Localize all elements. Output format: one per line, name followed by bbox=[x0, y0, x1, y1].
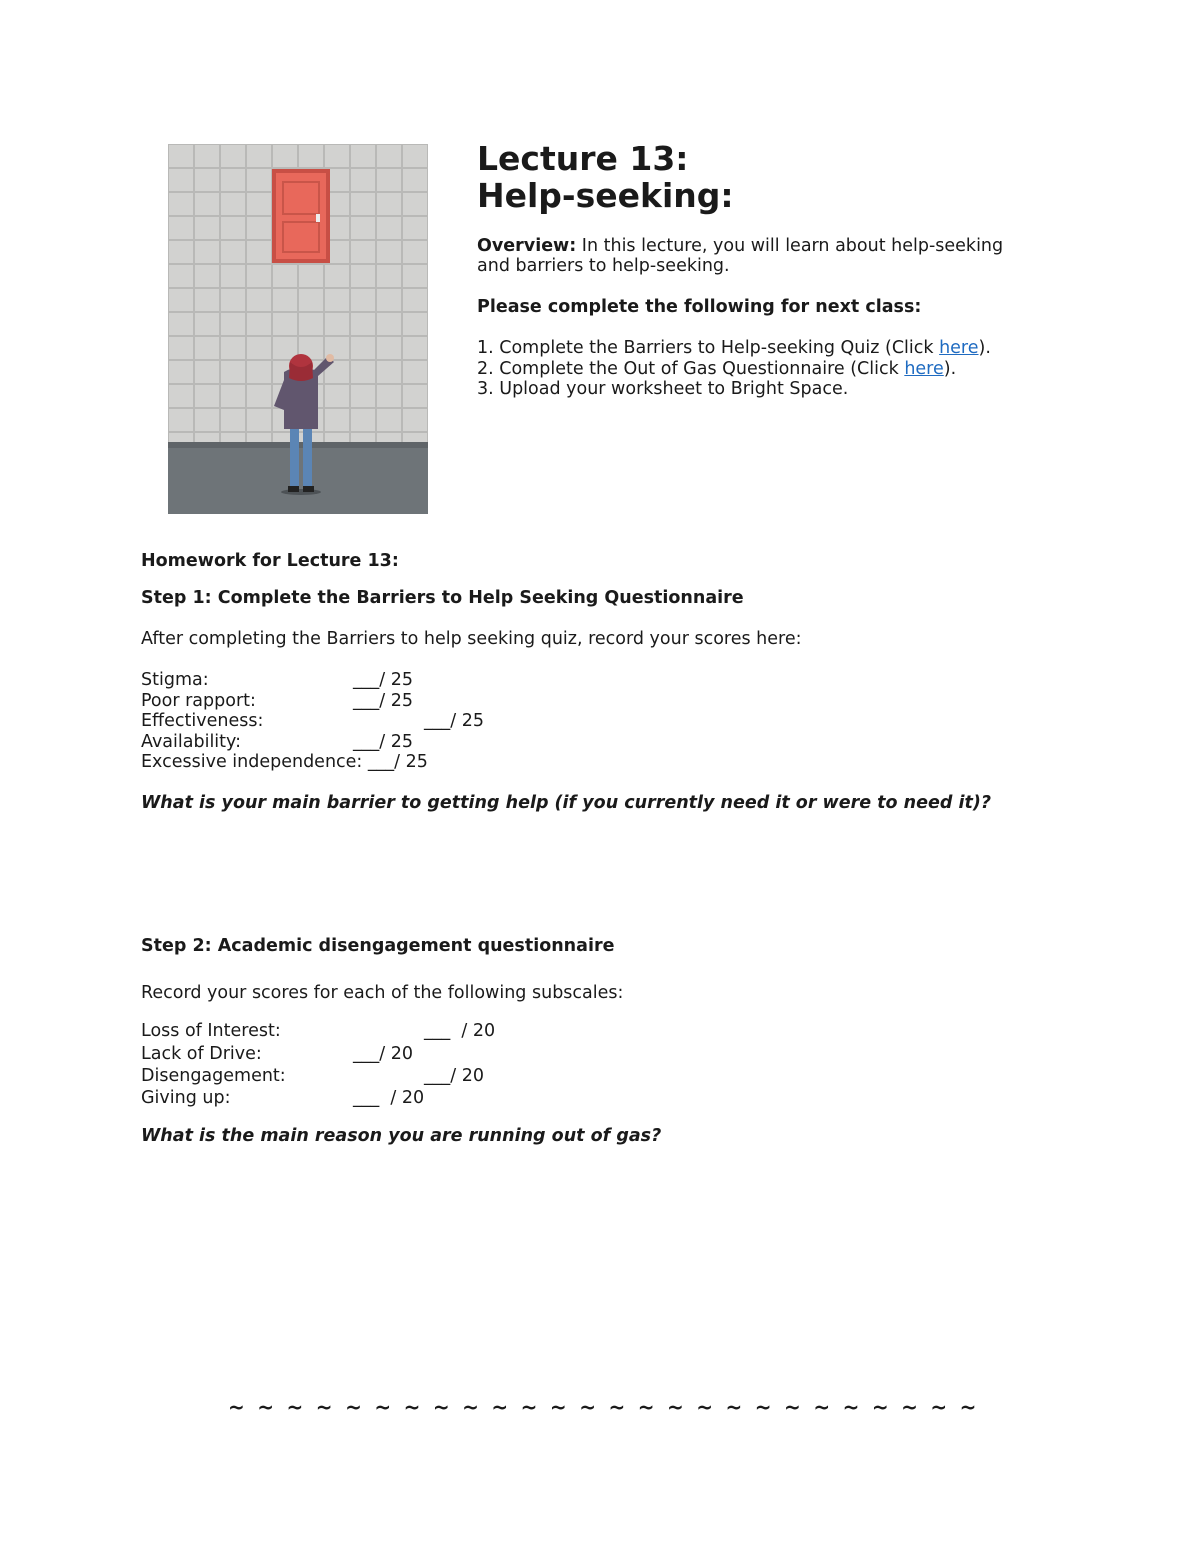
step1-intro: After completing the Barriers to help seeking quiz, record your scores here: bbox=[141, 629, 802, 649]
overview-label: Overview: bbox=[477, 236, 577, 256]
score-blank-loss-of-interest[interactable]: ___ / 20 bbox=[424, 1021, 496, 1041]
tilde-glyph: ~ bbox=[901, 1395, 918, 1419]
tilde-glyph: ~ bbox=[549, 1395, 567, 1419]
score-label-stigma: Stigma: bbox=[141, 670, 209, 690]
step2-question: What is the main reason you are running out of gas? bbox=[141, 1126, 662, 1146]
score-blank-effectiveness[interactable]: ___/ 25 bbox=[424, 711, 484, 731]
task-list bbox=[477, 338, 991, 400]
tilde-glyph: ~ bbox=[813, 1395, 831, 1419]
task-2-suffix: ). bbox=[943, 358, 957, 379]
score-blank-disengagement[interactable]: ___/ 20 bbox=[424, 1066, 484, 1086]
score-label-effectiveness: Effectiveness: bbox=[141, 711, 264, 731]
tilde-divider bbox=[228, 1395, 977, 1419]
tilde-glyph: ~ bbox=[228, 1395, 245, 1419]
task-3-text: 3. Upload your worksheet to Bright Space. bbox=[477, 379, 849, 399]
title-line-2: Help-seeking: bbox=[477, 176, 734, 215]
tilde-glyph: ~ bbox=[754, 1395, 772, 1419]
score-label-poor-rapport: Poor rapport: bbox=[141, 691, 256, 711]
score-label-loss-of-interest: Loss of Interest: bbox=[141, 1021, 281, 1041]
task-item-2 bbox=[477, 359, 991, 380]
red-door-icon bbox=[272, 169, 330, 263]
tilde-glyph: ~ bbox=[784, 1395, 801, 1419]
step1-heading: Step 1: Complete the Barriers to Help Seeking Questionnaire bbox=[141, 588, 744, 608]
score-blank-stigma[interactable]: ___/ 25 bbox=[353, 670, 413, 690]
score-blank-availability[interactable]: ___/ 25 bbox=[353, 732, 413, 752]
score-label-availability: Availability: bbox=[141, 732, 242, 752]
tilde-glyph: ~ bbox=[345, 1395, 362, 1419]
score-label-giving-up: Giving up: bbox=[141, 1088, 231, 1108]
title-line-1: Lecture 13: bbox=[477, 139, 689, 178]
tilde-glyph: ~ bbox=[696, 1395, 714, 1419]
tilde-glyph: ~ bbox=[257, 1395, 275, 1419]
tasks-heading: Please complete the following for next class: bbox=[477, 297, 922, 317]
task-item-1 bbox=[477, 338, 991, 359]
tilde-glyph: ~ bbox=[666, 1395, 684, 1419]
step2-heading: Step 2: Academic disengagement questionnaire bbox=[141, 936, 615, 956]
tilde-glyph: ~ bbox=[491, 1395, 509, 1419]
overview-text: In this lecture, you will learn about help-seeking and barriers to help-seeking. bbox=[477, 236, 1004, 276]
score-blank-poor-rapport[interactable]: ___/ 25 bbox=[353, 691, 413, 711]
tilde-glyph: ~ bbox=[608, 1395, 626, 1419]
task-1-text: 1. Complete the Barriers to Help-seeking Quiz (Click bbox=[477, 338, 940, 358]
score-label-disengagement: Disengagement: bbox=[141, 1066, 286, 1086]
tilde-glyph: ~ bbox=[637, 1395, 655, 1419]
score-blank-lack-of-drive[interactable]: ___/ 20 bbox=[353, 1044, 413, 1064]
step1-question: What is your main barrier to getting help (if you currently need it or were to need it)? bbox=[141, 793, 991, 813]
tilde-glyph: ~ bbox=[579, 1395, 596, 1419]
quiz-link[interactable]: here bbox=[939, 338, 979, 358]
questionnaire-link[interactable]: here bbox=[904, 358, 944, 379]
overview-paragraph bbox=[477, 236, 1037, 276]
task-item-3 bbox=[477, 379, 991, 400]
score-blank-excessive-independence[interactable]: ___/ 25 bbox=[362, 752, 428, 772]
task-1-suffix: ). bbox=[978, 338, 991, 358]
tilde-glyph: ~ bbox=[959, 1395, 977, 1419]
score-blank-giving-up[interactable]: ___ / 20 bbox=[353, 1088, 425, 1108]
tilde-glyph: ~ bbox=[286, 1395, 304, 1419]
tilde-glyph: ~ bbox=[432, 1395, 450, 1419]
tilde-glyph: ~ bbox=[374, 1395, 392, 1419]
tilde-glyph: ~ bbox=[520, 1395, 538, 1419]
task-2-text: 2. Complete the Out of Gas Questionnaire (Click bbox=[477, 358, 905, 379]
homework-title: Homework for Lecture 13: bbox=[141, 551, 399, 571]
tilde-glyph: ~ bbox=[871, 1395, 889, 1419]
tilde-glyph: ~ bbox=[725, 1395, 743, 1419]
tilde-glyph: ~ bbox=[462, 1395, 479, 1419]
tilde-glyph: ~ bbox=[315, 1395, 333, 1419]
score-label-lack-of-drive: Lack of Drive: bbox=[141, 1044, 262, 1064]
hero-image bbox=[168, 144, 428, 514]
step2-intro: Record your scores for each of the following subscales: bbox=[141, 983, 624, 1003]
tilde-glyph: ~ bbox=[930, 1395, 948, 1419]
tilde-glyph: ~ bbox=[403, 1395, 421, 1419]
tilde-glyph: ~ bbox=[842, 1395, 860, 1419]
page-title bbox=[477, 140, 734, 214]
score-row-excessive-independence bbox=[141, 752, 428, 773]
score-label-excessive-independence: Excessive independence: bbox=[141, 752, 363, 772]
